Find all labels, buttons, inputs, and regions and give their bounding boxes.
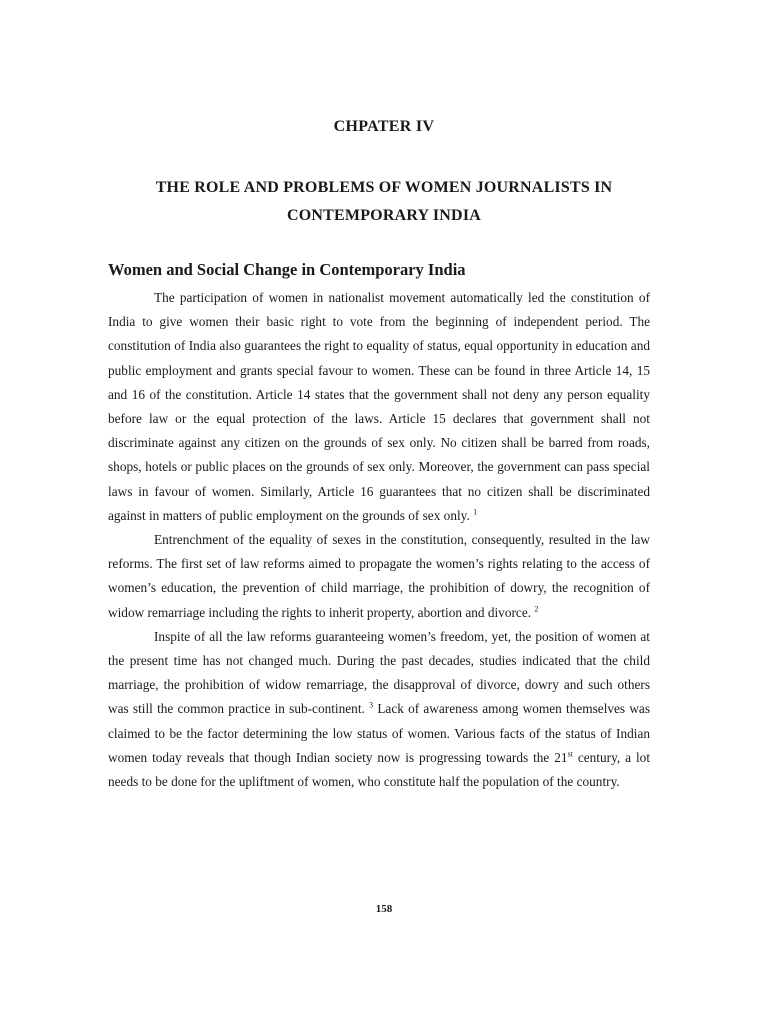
footnote-ref-2: 2	[534, 604, 539, 614]
page-number: 158	[375, 903, 393, 915]
body-text	[108, 286, 650, 794]
paragraph-2-text: Entrenchment of the equality of sexes in the constitution, consequently, resulted in the law reforms. The first set of law reforms aimed to propagate the women’s rights relating to the access of women’s education, the prevention of child marriage, the prohibition of dowry, the recognition of widow remarriage including the rights to inherit property, abortion and divorce.	[108, 532, 650, 620]
chapter-title	[108, 174, 660, 230]
chapter-title-line-2: CONTEMPORARY INDIA	[287, 207, 481, 224]
paragraph-1-text: The participation of women in nationalist movement automatically led the constitution of India to give women their basic right to vote from the beginning of independent period. The constitution of India also guarantees the right to equality of status, equal opportunity in education and public employment and grants special favour to women. These can be found in three Article 14, 15 and 16 of the constitution. Article 14 states that the government shall not deny any person equality before law or the equal protection of the laws. Article 15 declares that government shall not discriminate against any citizen on the grounds of sex only. No citizen shall be barred from roads, shops, hotels or public places on the grounds of sex only. Moreover, the government can pass special laws in favour of women. Similarly, Article 16 guarantees that no citizen shall be discriminated against in matters of public employment on the grounds of sex only.	[108, 290, 650, 523]
ordinal-suffix: st	[567, 749, 573, 759]
paragraph-3	[108, 625, 650, 794]
section-heading: Women and Social Change in Contemporary India	[108, 260, 466, 279]
chapter-label: CHPATER IV	[333, 118, 435, 135]
paragraph-3-text-b: Lack of awareness among women themselves was claimed to be the factor determining the low status of women. Various facts of the status of Indian women today reveals that though Indian society now is progressing towards the 21	[108, 701, 651, 765]
paragraph-1	[108, 286, 650, 528]
paragraph-3-text-a: Inspite of all the law reforms guaranteeing women’s freedom, yet, the position of women at the present time has not changed much. During the past decades, studies indicated that the child marriage, the prohibition of widow remarriage, the disapproval of divorce, dowry and such others was still the common practice in sub-continent.	[108, 628, 650, 717]
footnote-ref-3: 3	[369, 701, 374, 711]
footnote-ref-1: 1	[473, 507, 478, 517]
paragraph-3-text-c: century, a lot needs to be done for the upliftment of women, who constitute half the population of the country.	[108, 749, 651, 790]
chapter-title-line-1: THE ROLE AND PROBLEMS OF WOMEN JOURNALISTS IN	[155, 179, 613, 196]
paragraph-2	[108, 528, 650, 625]
